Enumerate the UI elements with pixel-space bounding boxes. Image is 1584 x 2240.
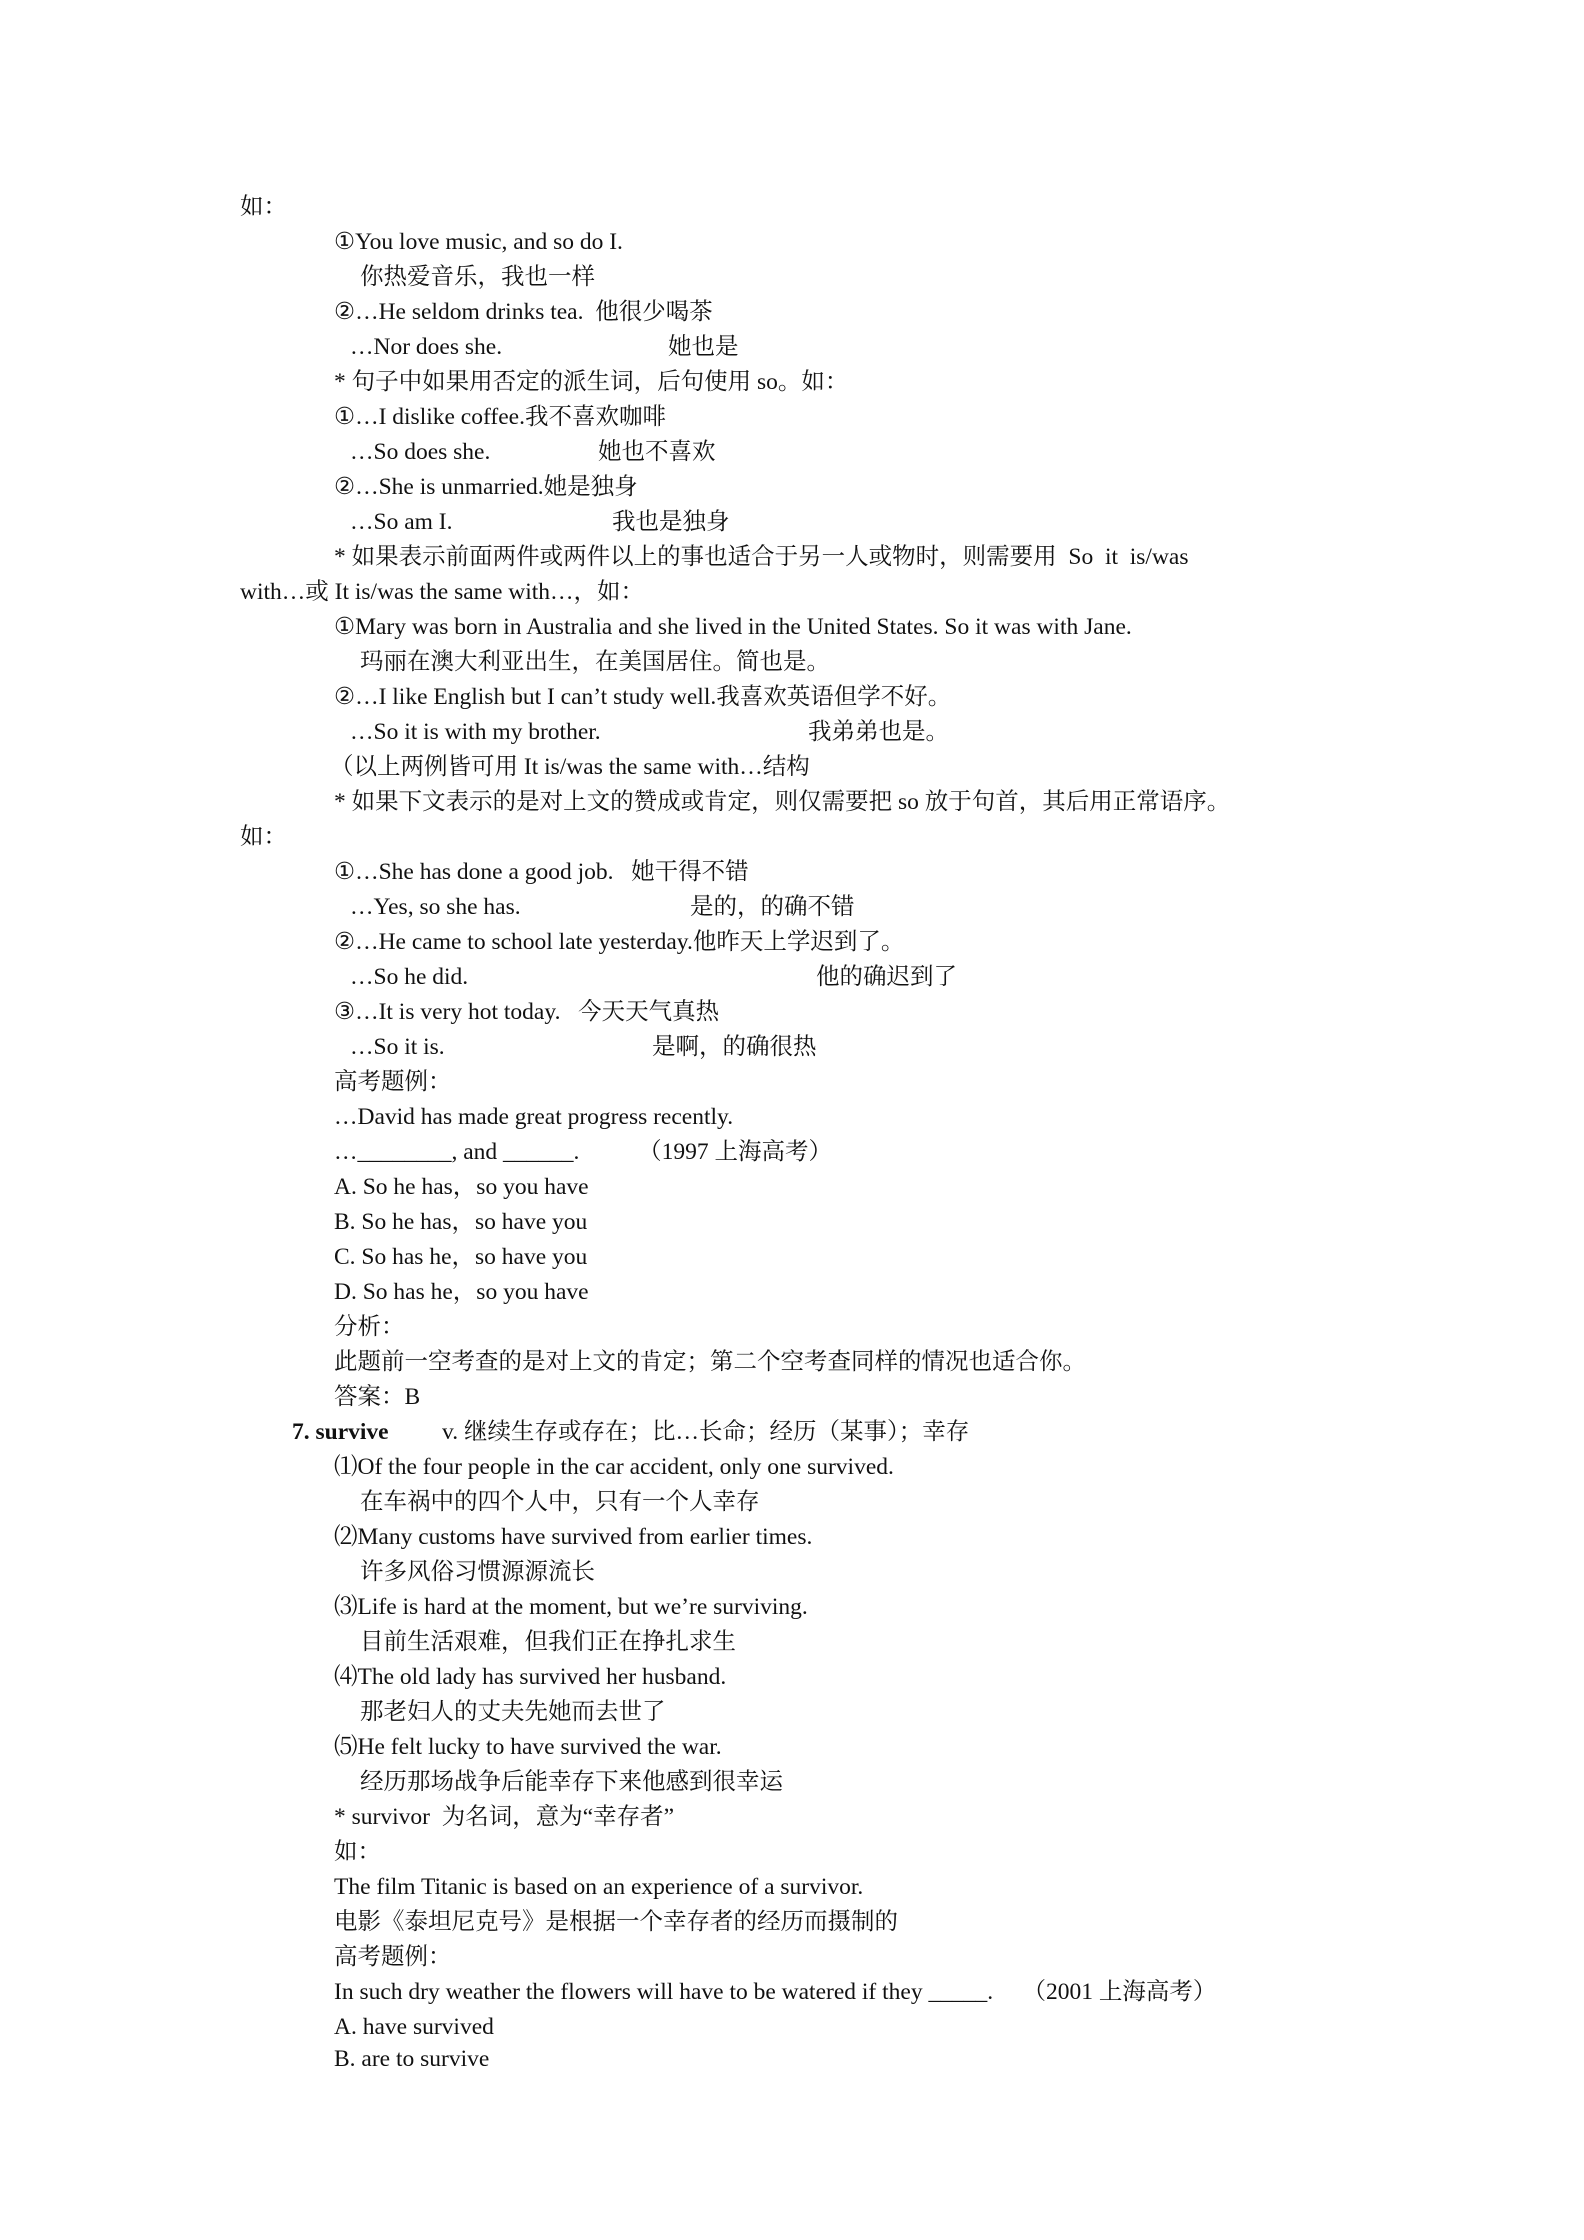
text-line: …So am I. (350, 509, 453, 535)
text-line: ②…He seldom drinks tea. 他很少喝茶 (334, 299, 713, 325)
text-line: ②…She is unmarried.她是独身 (334, 474, 638, 500)
text-line: 分析： (334, 1314, 405, 1340)
text-line: A. So he has，so you have (334, 1174, 589, 1200)
text-line: ⑸He felt lucky to have survived the war. (334, 1734, 722, 1760)
text-line: （以上两例皆可用 It is/was the same with…结构 (330, 754, 810, 780)
text-line: A. have survived (334, 2014, 494, 2040)
text-line: 那老妇人的丈夫先她而去世了 (360, 1699, 666, 1725)
text-line: * 如果表示前面两件或两件以上的事也适合于另一人或物时，则需要用 So it is/was (334, 544, 1189, 570)
text-line: …So does she. (350, 439, 491, 465)
text-line: …So he did. (350, 964, 469, 990)
text-line: 她也不喜欢 (598, 439, 716, 465)
text-line: v. 继续生存或存在；比…长命；经历（某事）；幸存 (442, 1419, 970, 1445)
text-line: 她也是 (668, 334, 739, 360)
text-line: ①You love music, and so do I. (334, 229, 623, 255)
text-line: 你热爱音乐，我也一样 (360, 264, 595, 290)
text-line: 在车祸中的四个人中，只有一个人幸存 (360, 1489, 760, 1515)
text-line: ①Mary was born in Australia and she lived in the United States. So it was with Jane. (334, 614, 1132, 640)
text-line: …Yes, so she has. (350, 894, 521, 920)
text-line: ③…It is very hot today. 今天天气真热 (334, 999, 720, 1025)
text-line: ①…She has done a good job. 她干得不错 (334, 859, 749, 885)
text-line: ⑶Life is hard at the moment, but we’re surviving. (334, 1594, 808, 1620)
text-line: …David has made great progress recently. (334, 1104, 734, 1130)
text-line: ⑵Many customs have survived from earlier times. (334, 1524, 813, 1550)
text-line: ⑷The old lady has survived her husband. (334, 1664, 727, 1690)
text-line: 高考题例： (334, 1944, 452, 1970)
text-line: * 句子中如果用否定的派生词，后句使用 so。如： (334, 369, 849, 395)
text-line: * 如果下文表示的是对上文的赞成或肯定，则仅需要把 so 放于句首，其后用正常语序。 (334, 789, 1231, 815)
text-line: 如： (334, 1839, 381, 1865)
section-heading: 7. survive (292, 1419, 389, 1445)
text-line: 如： (240, 824, 287, 850)
text-line: ②…He came to school late yesterday.他昨天上学迟到了。 (334, 929, 905, 955)
text-line: 高考题例： (334, 1069, 452, 1095)
text-line: 如： (240, 194, 287, 220)
text-line: 经历那场战争后能幸存下来他感到很幸运 (360, 1769, 783, 1795)
text-line: * survivor 为名词，意为“幸存者” (334, 1804, 675, 1830)
text-line: 我也是独身 (612, 509, 730, 535)
text-line: …Nor does she. (350, 334, 503, 360)
text-line: …So it is with my brother. (350, 719, 601, 745)
text-line: 是啊，的确很热 (652, 1034, 817, 1060)
text-line: 此题前一空考查的是对上文的肯定；第二个空考查同样的情况也适合你。 (334, 1349, 1086, 1375)
text-line: 电影《泰坦尼克号》是根据一个幸存者的经历而摄制的 (334, 1909, 898, 1935)
text-line: …So it is. (350, 1034, 445, 1060)
text-line: B. So he has，so have you (334, 1209, 588, 1235)
text-line: 我弟弟也是。 (808, 719, 949, 745)
text-line: B. are to survive (334, 2046, 490, 2072)
text-line: In such dry weather the flowers will have to be watered if they _____. （2001 上海高考） (334, 1979, 1217, 2005)
text-line: 是的，的确不错 (690, 894, 855, 920)
text-line: with…或 It is/was the same with…，如： (240, 579, 645, 605)
text-line: The film Titanic is based on an experience of a survivor. (334, 1874, 864, 1900)
text-line: ⑴Of the four people in the car accident, only one survived. (334, 1454, 894, 1480)
text-line: ①…I dislike coffee.我不喜欢咖啡 (334, 404, 666, 430)
text-line: 许多风俗习惯源源流长 (360, 1559, 595, 1585)
text-line: ②…I like English but I can’t study well.我喜欢英语但学不好。 (334, 684, 952, 710)
text-line: 答案：B (334, 1384, 421, 1410)
text-line: …________, and ______. （1997 上海高考） (334, 1139, 833, 1165)
text-line: C. So has he，so have you (334, 1244, 588, 1270)
text-line: 玛丽在澳大利亚出生，在美国居住。简也是。 (360, 649, 830, 675)
text-line: 他的确迟到了 (816, 964, 957, 990)
text-line: 目前生活艰难，但我们正在挣扎求生 (360, 1629, 736, 1655)
text-line: D. So has he，so you have (334, 1279, 589, 1305)
